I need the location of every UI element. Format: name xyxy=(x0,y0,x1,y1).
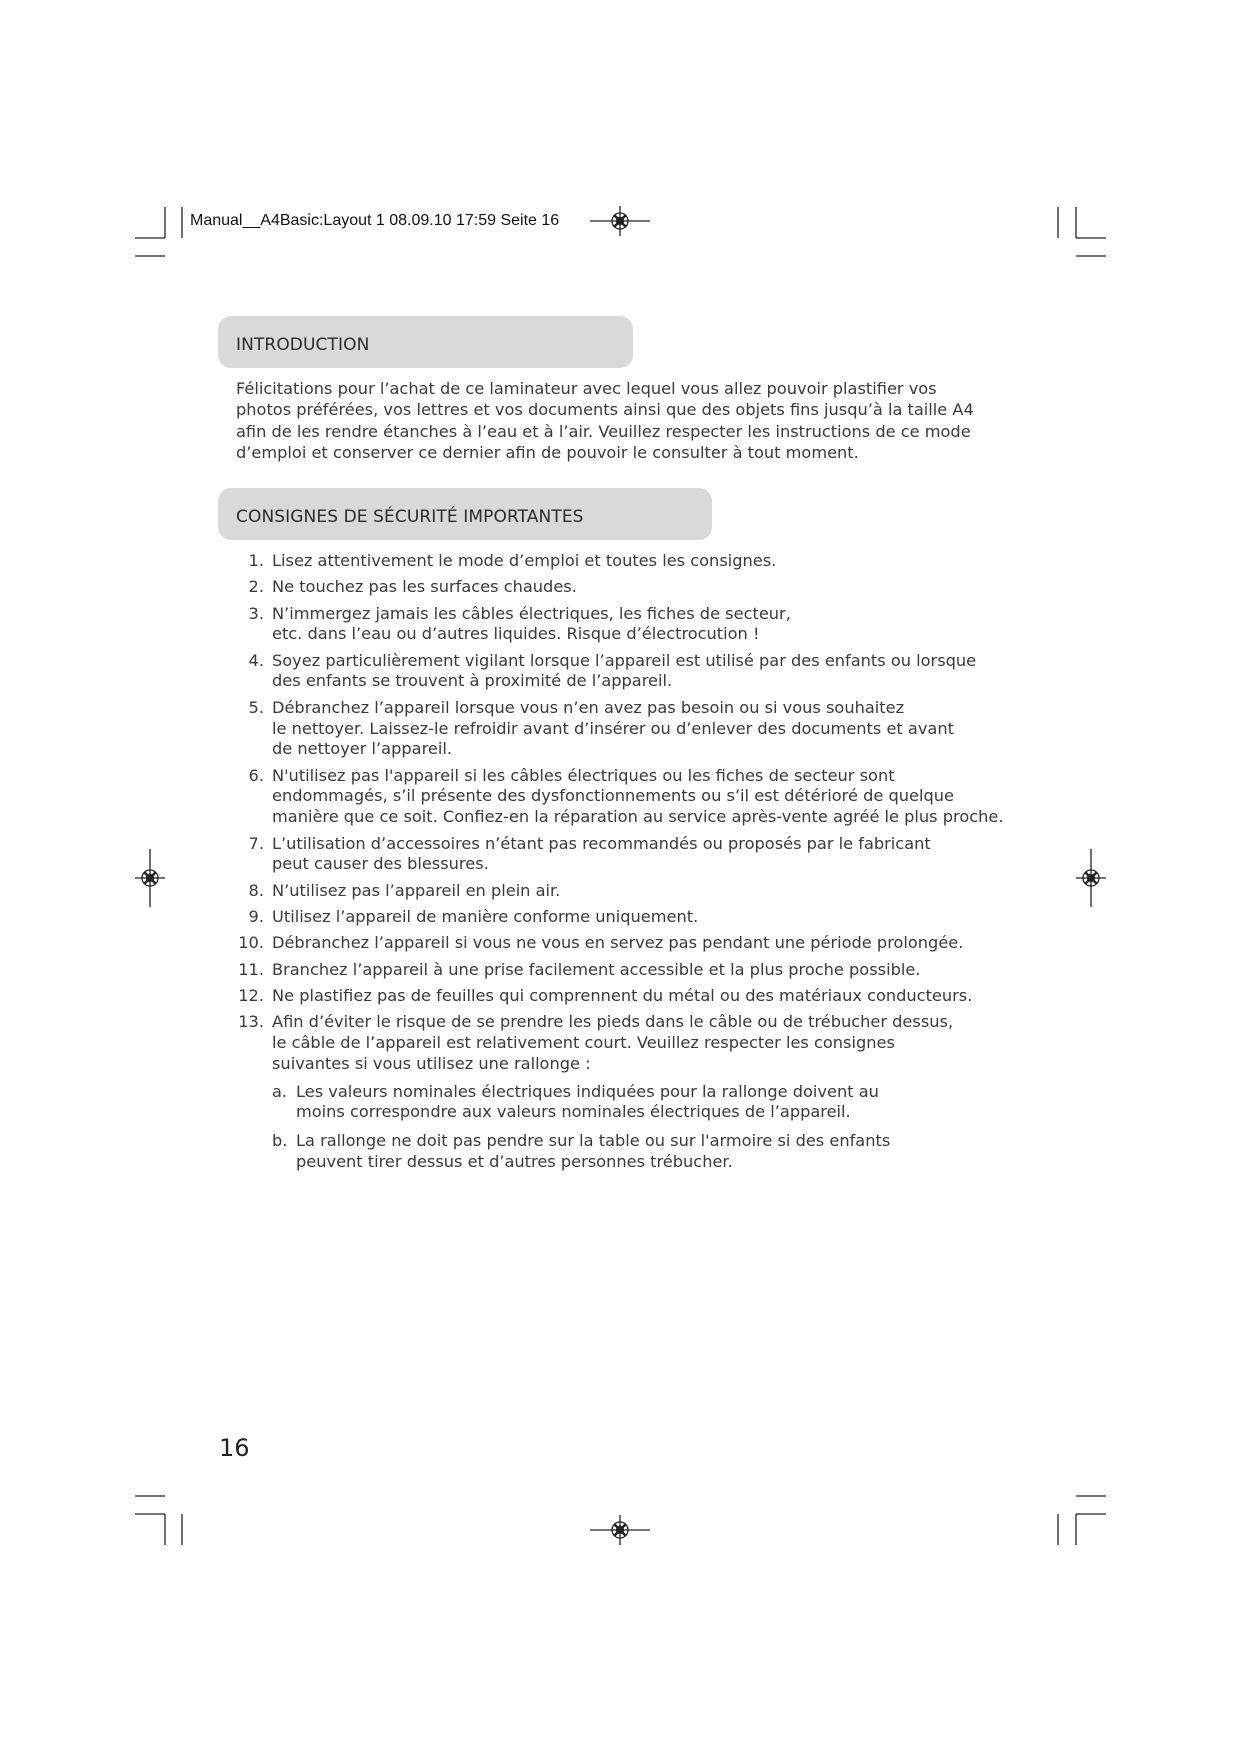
rule-line: manière que ce soit. Confiez-en la réparation au service après-vente agréé le plus proche. xyxy=(272,807,1004,827)
introduction-title: INTRODUCTION xyxy=(236,335,370,355)
rule-line: endommagés, s’il présente des dysfonctionnements ou s’il est détérioré de quelque xyxy=(272,786,954,806)
safety-rules-list xyxy=(236,551,1016,1181)
introduction-line: afin de les rendre étanches à l’eau et à l’air. Veuillez respecter les instructions de ce mode xyxy=(236,421,971,441)
safety-rule xyxy=(236,651,1016,693)
introduction-line: d’emploi et conserver ce dernier afin de pouvoir le consulter à tout moment. xyxy=(236,442,859,462)
rule-number: 12. xyxy=(238,985,264,1005)
rule-number: 4. xyxy=(248,650,264,670)
introduction-line: Félicitations pour l’achat de ce laminateur avec lequel vous allez pouvoir plastifier vos xyxy=(236,379,937,398)
subitem-letter: b. xyxy=(272,1131,288,1151)
safety-rule xyxy=(236,986,1016,1007)
registration-mark-bottom xyxy=(590,1515,650,1545)
registration-mark-left xyxy=(135,849,165,907)
safety-rule xyxy=(236,698,1016,760)
rule-number: 9. xyxy=(248,906,264,926)
rule-line: Ne touchez pas les surfaces chaudes. xyxy=(272,577,577,597)
safety-rule xyxy=(236,577,1016,598)
safety-rule xyxy=(236,551,1016,572)
introduction-header xyxy=(218,316,633,368)
subitem-line: Les valeurs nominales électriques indiquées pour la rallonge doivent au xyxy=(296,1081,879,1101)
rule-number: 11. xyxy=(238,959,264,979)
rule-line: Soyez particulièrement vigilant lorsque l’appareil est utilisé par des enfants ou lorsque xyxy=(272,650,977,670)
rule-line: Afin d’éviter le risque de se prendre les pieds dans le câble ou de trébucher dessus, xyxy=(272,1012,954,1032)
rule-line: N’immergez jamais les câbles électriques, les fiches de secteur, xyxy=(272,603,791,623)
rule-number: 1. xyxy=(248,551,264,570)
rule-subitem xyxy=(272,1131,1016,1173)
rule-line: suivantes si vous utilisez une rallonge : xyxy=(272,1053,591,1073)
rule-number: 7. xyxy=(248,833,264,853)
safety-rule xyxy=(236,766,1016,828)
rule-number: 8. xyxy=(248,880,264,900)
page-number: 16 xyxy=(219,1434,250,1462)
rule-line: N’utilisez pas l’appareil en plein air. xyxy=(272,880,561,900)
rule-line: etc. dans l’eau ou d’autres liquides. Risque d’électrocution ! xyxy=(272,624,760,644)
introduction-line: photos préférées, vos lettres et vos documents ainsi que des objets fins jusqu’à la taille A4 xyxy=(236,400,974,420)
rule-line: N'utilisez pas l'appareil si les câbles électriques ou les fiches de secteur sont xyxy=(272,765,895,785)
subitem-line: moins correspondre aux valeurs nominales électriques de l’appareil. xyxy=(296,1102,851,1122)
rule-number: 6. xyxy=(248,765,264,785)
safety-rule xyxy=(236,933,1016,954)
rule-line: peut causer des blessures. xyxy=(272,854,489,874)
introduction-text xyxy=(236,378,1006,463)
subitem-line: La rallonge ne doit pas pendre sur la table ou sur l'armoire si des enfants xyxy=(296,1131,891,1151)
rule-line: Lisez attentivement le mode d’emploi et toutes les consignes. xyxy=(272,551,777,570)
safety-rule xyxy=(236,604,1016,646)
safety-rule xyxy=(236,907,1016,928)
rule-line: L’utilisation d’accessoires n’étant pas recommandés ou proposés par le fabricant xyxy=(272,833,931,853)
rule-subitem xyxy=(272,1082,1016,1124)
rule-number: 3. xyxy=(248,603,264,623)
rule-sublist xyxy=(272,1082,1016,1173)
rule-line: Débranchez l’appareil si vous ne vous en servez pas pendant une période prolongée. xyxy=(272,933,964,953)
rule-line: de nettoyer l’appareil. xyxy=(272,739,452,759)
safety-header xyxy=(218,488,712,540)
rule-line: le nettoyer. Laissez-le refroidir avant d’insérer ou d’enlever des documents et avant xyxy=(272,718,954,738)
rule-number: 10. xyxy=(238,933,264,953)
rule-number: 13. xyxy=(238,1012,264,1032)
safety-rule xyxy=(236,1012,1016,1173)
rule-line: Branchez l’appareil à une prise facilement accessible et la plus proche possible. xyxy=(272,959,921,979)
registration-mark-top xyxy=(590,206,650,236)
safety-rule xyxy=(236,834,1016,876)
rule-number: 2. xyxy=(248,577,264,597)
safety-rule xyxy=(236,881,1016,902)
safety-title: CONSIGNES DE SÉCURITÉ IMPORTANTES xyxy=(236,507,584,527)
rule-line: le câble de l’appareil est relativement court. Veuillez respecter les consignes xyxy=(272,1032,895,1052)
subitem-line: peuvent tirer dessus et d’autres personnes trébucher. xyxy=(296,1151,733,1171)
registration-mark-right xyxy=(1076,849,1106,907)
rule-number: 5. xyxy=(248,697,264,717)
rule-line: Ne plastifiez pas de feuilles qui comprennent du métal ou des matériaux conducteurs. xyxy=(272,985,973,1005)
print-slug: Manual__A4Basic:Layout 1 08.09.10 17:59 Seite 16 xyxy=(190,212,560,229)
subitem-letter: a. xyxy=(272,1081,288,1101)
rule-line: Débranchez l’appareil lorsque vous n’en avez pas besoin ou si vous souhaitez xyxy=(272,697,905,717)
rule-line: Utilisez l’appareil de manière conforme uniquement. xyxy=(272,906,699,926)
rule-line: des enfants se trouvent à proximité de l’appareil. xyxy=(272,671,673,691)
safety-rule xyxy=(236,960,1016,981)
